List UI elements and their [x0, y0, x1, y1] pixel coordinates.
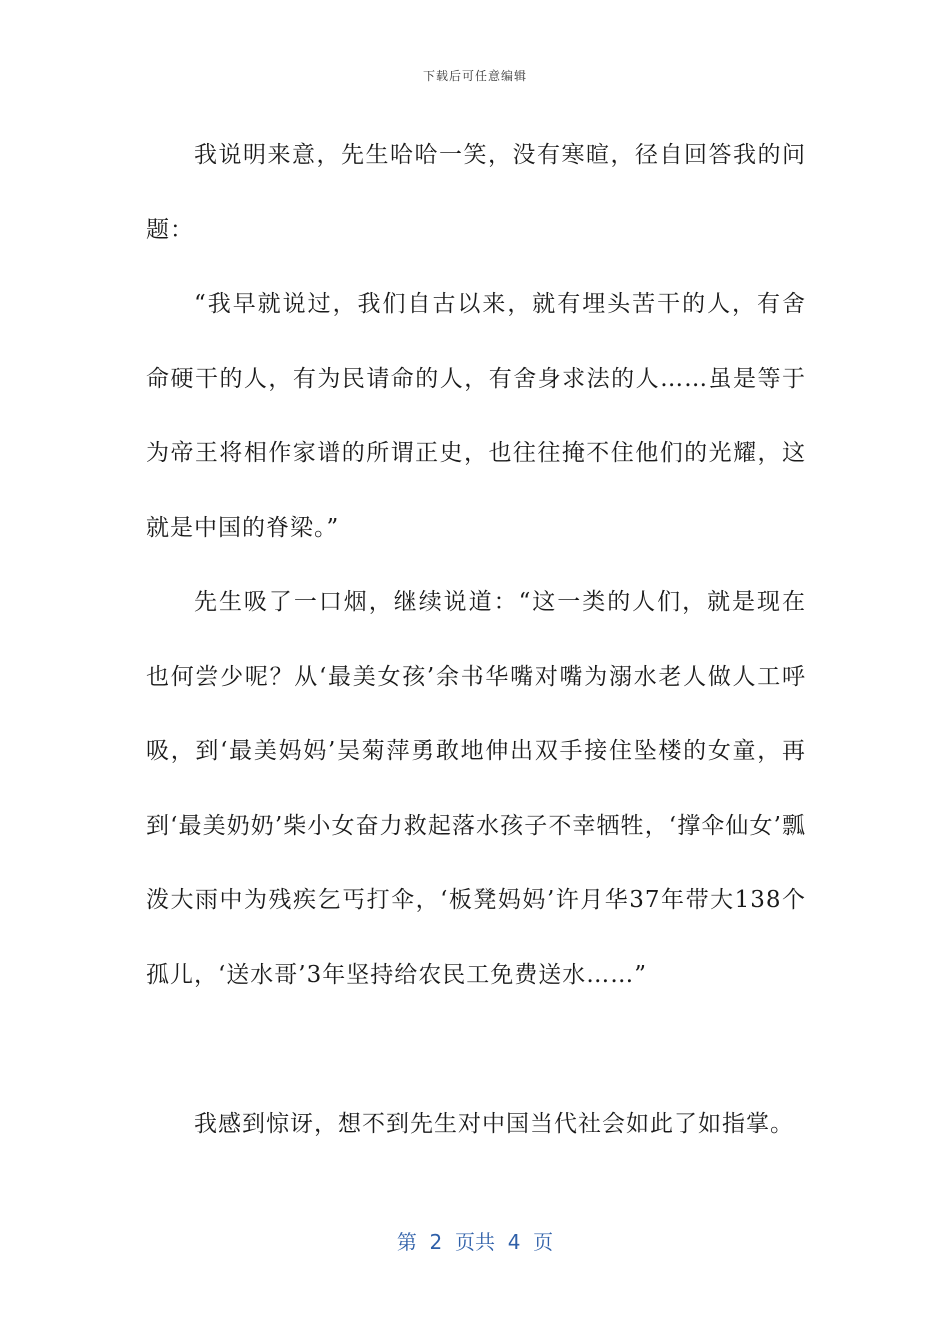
header-note: 下载后可任意编辑 [422, 69, 527, 83]
paragraph-quote-spine: “我早就说过，我们自古以来，就有埋头苦干的人，有舍命硬干的人，有为民请命的人，有舍身求法的人……虽是等于为帝王将相作家谱的所谓正史，也往往掩不住他们的光耀，这就是中国的脊梁。” [146, 291, 806, 541]
paragraph-modern-heroes: 先生吸了一口烟，继续说道：“这一类的人们，就是现在也何尝少呢？从‘最美女孩’余书华嘴对嘴为溺水老人做人工呼吸，到‘最美妈妈’吴菊萍勇敢地伸出双手接住坠楼的女童，再到‘最美奶奶’柴小女奋力救起落水孩子不幸牺牲，‘撑伞仙女’瓢泼大雨中为残疾乞丐打伞，‘板凳妈妈’许月华37年带大138个孤儿，‘送水哥’3年坚持给农民工免费送水……” [146, 589, 806, 988]
paragraph-intro: 我说明来意，先生哈哈一笑，没有寒暄，径自回答我的问题： [146, 142, 806, 243]
document-body [146, 118, 806, 1161]
paragraph-surprise: 我感到惊讶，想不到先生对中国当代社会如此了如指掌。 [194, 1110, 794, 1137]
paragraph-spacer [146, 1012, 806, 1087]
page-number: 第 2 页共 4 页 [396, 1230, 554, 1254]
